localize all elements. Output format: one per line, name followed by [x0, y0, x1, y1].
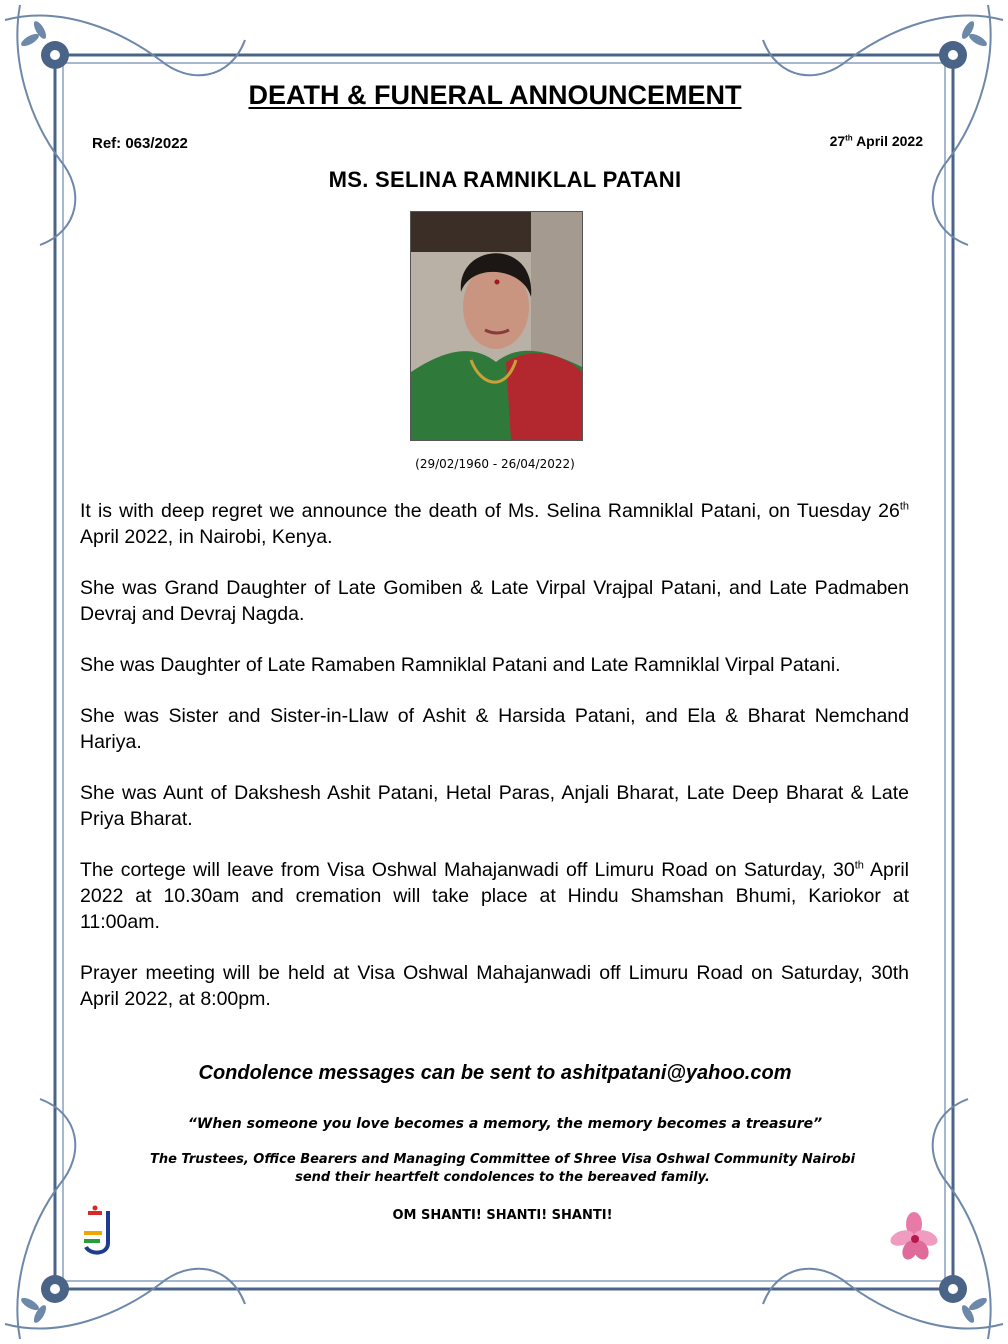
date-day: 27 [829, 133, 846, 149]
orchid-flower-icon [890, 1212, 938, 1262]
date-suffix: th [845, 133, 853, 143]
paragraph-cortege: The cortege will leave from Visa Oshwal Mahajanwadi off Limuru Road on Saturday, 30th April 2022 at 10.30am and cremation will take place at Hindu Shamshan Bhumi, Kariokor at 11:00am. [80, 859, 909, 933]
paragraph-death: It is with deep regret we announce the death of Ms. Selina Ramniklal Patani, on Tuesday 26th April 2022, in Nairobi, Kenya. [80, 500, 909, 548]
condolence-email-line: Condolence messages can be sent to ashitpatani@yahoo.com [198, 1062, 792, 1084]
trustees-line-1: The Trustees, Office Bearers and Managing Committee of Shree Visa Oshwal Community Nairobi [149, 1152, 856, 1167]
paragraph-siblings: She was Sister and Sister-in-Llaw of Ashit & Harsida Patani, and Ela & Bharat Nemchand Hariya. [80, 705, 909, 753]
announcement-body [80, 498, 909, 1037]
trustees-line-2: send their heartfelt condolences to the bereaved family. [295, 1170, 710, 1185]
life-dates: (29/02/1960 - 26/04/2022) [415, 457, 575, 471]
reference-number: Ref: 063/2022 [92, 135, 188, 152]
trustees-message [0, 1151, 1005, 1187]
om-shanti: OM SHANTI! SHANTI! SHANTI! [392, 1208, 613, 1223]
memorial-quote: “When someone you love becomes a memory, the memory becomes a treasure” [187, 1116, 823, 1132]
paragraph-prayer-meeting: Prayer meeting will be held at Visa Oshwal Mahajanwadi off Limuru Road on Saturday, 30th April 2022, at 8:00pm. [80, 962, 909, 1010]
portrait-photo [410, 211, 583, 441]
paragraph-nieces-nephews: She was Aunt of Dakshesh Ashit Patani, Hetal Paras, Anjali Bharat, Late Deep Bharat & Late Priya Bharat. [80, 782, 909, 830]
page-title: DEATH & FUNERAL ANNOUNCEMENT [248, 80, 742, 110]
deceased-name: MS. SELINA RAMNIKLAL PATANI [328, 167, 682, 192]
paragraph-grandparents: She was Grand Daughter of Late Gomiben & Late Virpal Vrajpal Patani, and Late Padmaben Devraj and Devraj Nagda. [80, 577, 909, 625]
announcement-date [830, 133, 923, 149]
community-logo-icon [80, 1205, 118, 1259]
paragraph-parents: She was Daughter of Late Ramaben Ramniklal Patani and Late Ramniklal Virpal Patani. [80, 654, 841, 676]
date-rest: April 2022 [852, 133, 923, 149]
